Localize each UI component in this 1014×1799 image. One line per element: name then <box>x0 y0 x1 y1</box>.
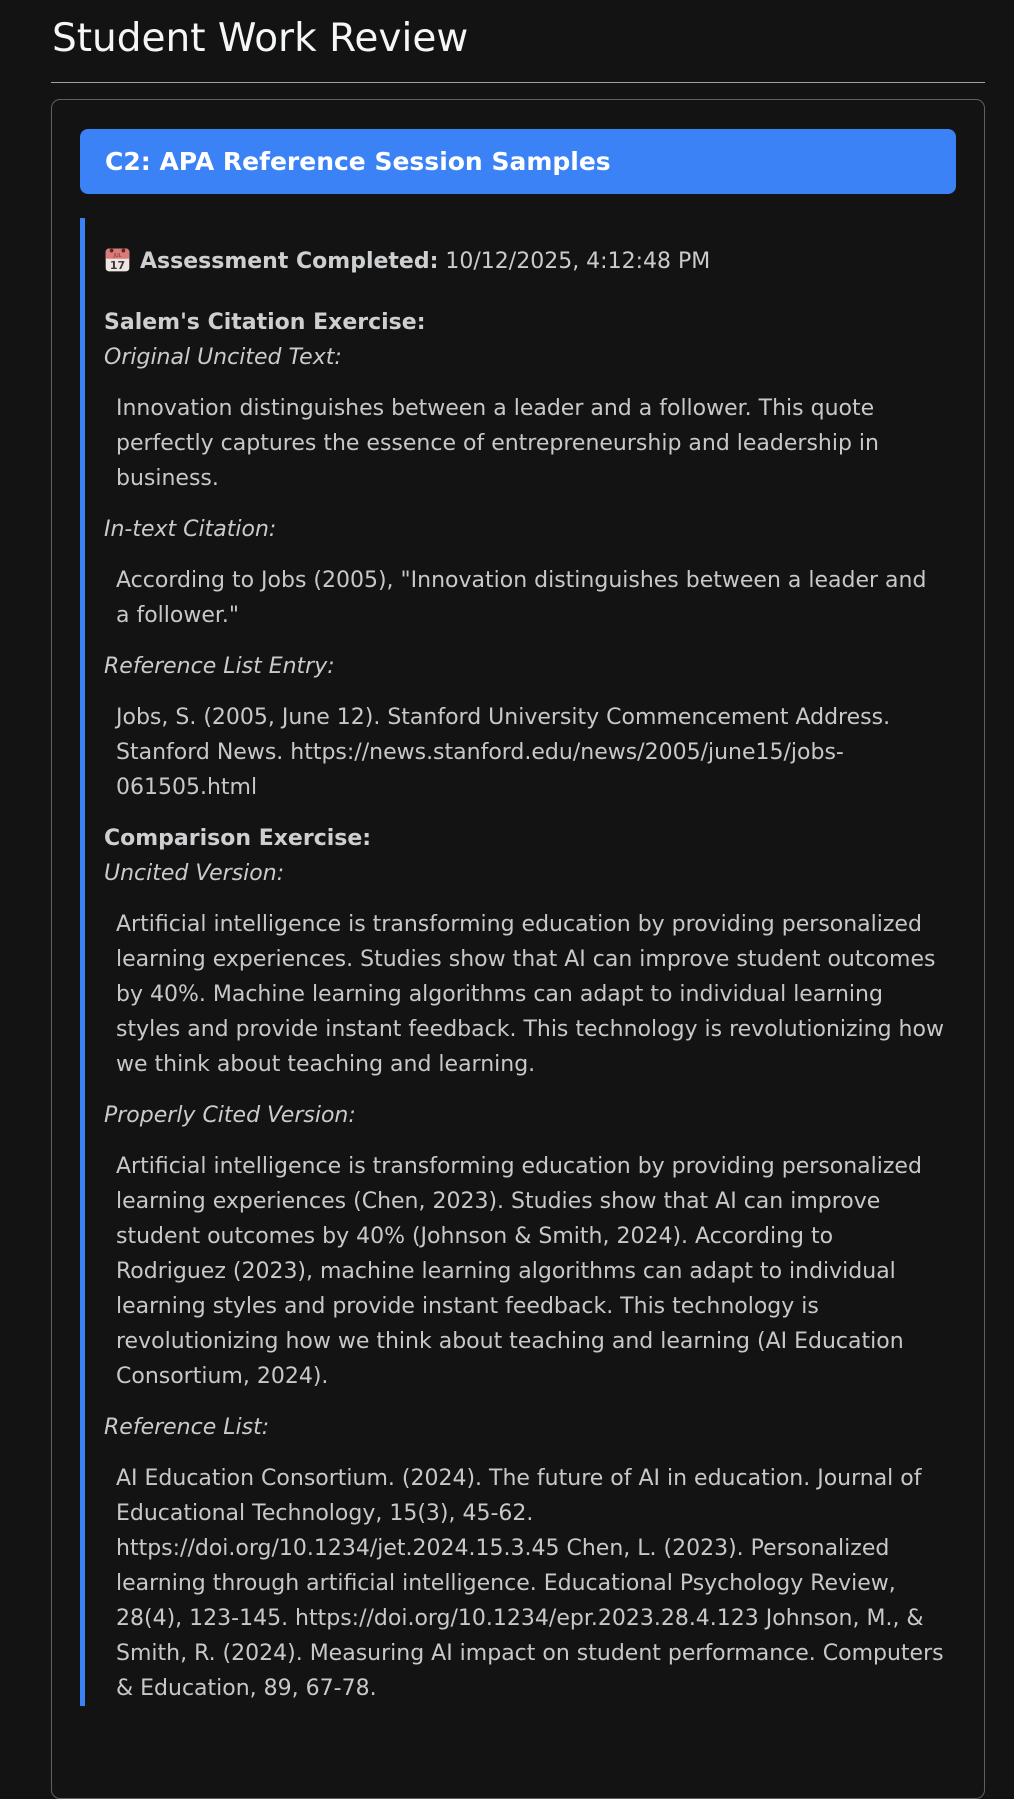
reference-list-label: Reference List: <box>104 1415 270 1440</box>
session-body <box>80 218 956 1706</box>
original-uncited-label: Original Uncited Text: <box>104 345 342 370</box>
assessment-line <box>104 244 956 279</box>
assessment-label: Assessment Completed: <box>140 249 439 274</box>
reference-list-text: AI Education Consortium. (2024). The future of AI in education. Journal of Educational Technology, 15(3), 45-62. https://doi.org/10.1234/jet.2024.15.3.45 Chen, L. (2023). Personalized learning through artificial intelligence. Educational Psychology Review, 28(4), 123-145. https://doi.org/10.1234/epr.2023.28.4.123 Johnson, M., & Smith, R. (2024). Measuring AI impact on student performance. Computers & Education, 89, 67-78. <box>116 1466 944 1701</box>
session-header[interactable]: C2: APA Reference Session Samples <box>80 129 956 194</box>
salem-exercise-heading: Salem's Citation Exercise: <box>104 310 426 335</box>
reference-entry-label: Reference List Entry: <box>104 654 335 679</box>
cited-version-text: Artificial intelligence is transforming education by providing personalized learning experiences (Chen, 2023). Studies show that AI can improve student outcomes by 40% (Johnson & Smith, 2024). According to Rodriguez (2023), machine learning algorithms can adapt to individual learning styles and provide instant feedback. This technology is revolutionizing how we think about teaching and learning (AI Education Consortium, 2024). <box>116 1154 922 1389</box>
title-divider <box>51 82 985 83</box>
cited-version-label: Properly Cited Version: <box>104 1103 356 1128</box>
comparison-exercise-heading: Comparison Exercise: <box>104 826 372 851</box>
calendar-icon <box>104 246 131 273</box>
svg-text:17: 17 <box>109 258 126 272</box>
review-card <box>51 99 985 1799</box>
uncited-version-label: Uncited Version: <box>104 861 285 886</box>
svg-text:JUL: JUL <box>113 252 122 259</box>
in-text-citation-label: In-text Citation: <box>104 517 277 542</box>
assessment-timestamp: 10/12/2025, 4:12:48 PM <box>445 249 711 274</box>
reference-entry-text: Jobs, S. (2005, June 12). Stanford University Commencement Address. Stanford News. https://news.stanford.edu/news/2005/june15/jobs-061505.html <box>116 705 891 800</box>
uncited-version-text: Artificial intelligence is transforming education by providing personalized learning experiences. Studies show that AI can improve student outcomes by 40%. Machine learning algorithms can adapt to individual learning styles and provide instant feedback. This technology is revolutionizing how we think about teaching and learning. <box>116 912 944 1077</box>
page-title: Student Work Review <box>52 16 469 61</box>
original-uncited-text: Innovation distinguishes between a leader and a follower. This quote perfectly captures the essence of entrepreneurship and leadership in business. <box>116 396 879 491</box>
in-text-citation-text: According to Jobs (2005), "Innovation distinguishes between a leader and a follower." <box>116 568 927 628</box>
